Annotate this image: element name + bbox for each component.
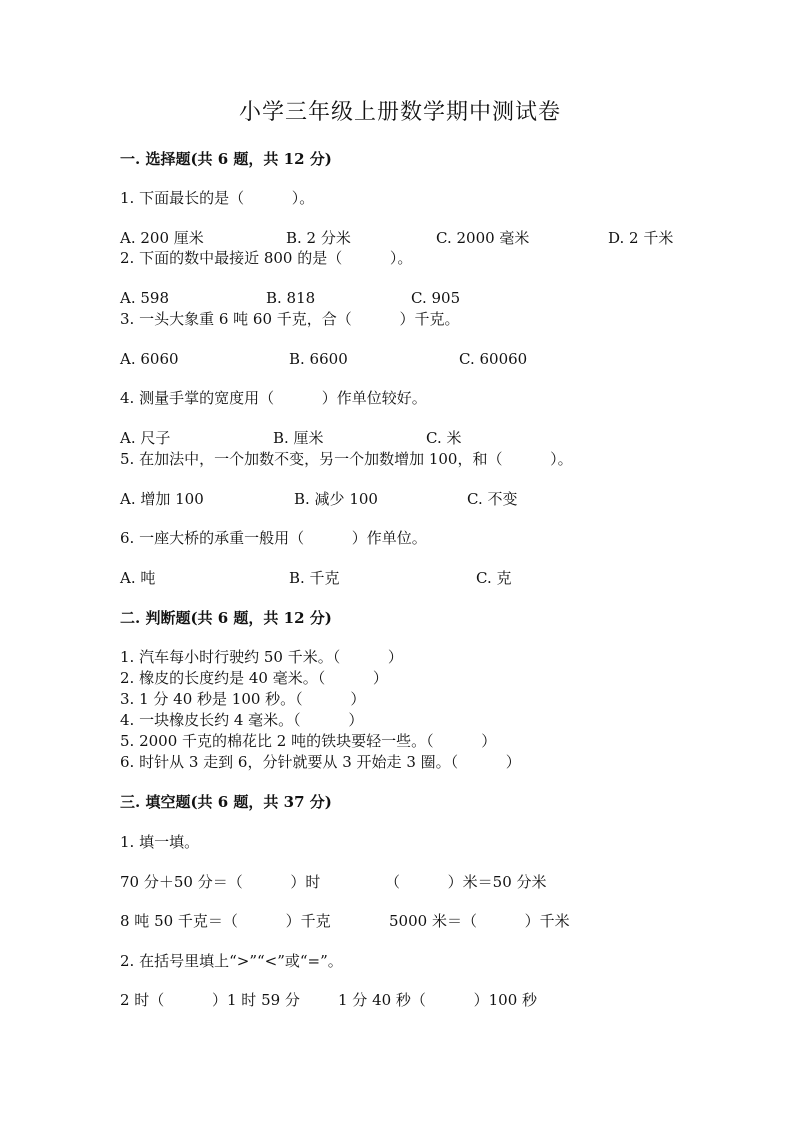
judgement-item: 2. 橡皮的长度约是 40 毫米。（ ） <box>120 669 388 687</box>
option-c: C. 克 <box>476 569 512 587</box>
question-stem: 3. 一头大象重 6 吨 60 千克，合（ ）千克。 <box>120 310 460 328</box>
section-heading-fill-in: 三. 填空题(共 6 题，共 37 分) <box>120 793 332 811</box>
option-c: C. 905 <box>411 289 461 307</box>
question-stem: 6. 一座大桥的承重一般用（ ）作单位。 <box>120 529 427 547</box>
fill-in-line: 8 吨 50 千克＝（ ）千克 <box>120 912 331 930</box>
question-stem: 4. 测量手掌的宽度用（ ）作单位较好。 <box>120 389 427 407</box>
fill-in-line: 1 分 40 秒（ ）100 秒 <box>338 991 538 1009</box>
option-b: B. 818 <box>266 289 316 307</box>
question-stem: 1. 下面最长的是（ ）。 <box>120 189 315 207</box>
option-c: C. 米 <box>426 429 462 447</box>
fill-in-line: （ ）米＝50 分米 <box>385 873 547 891</box>
option-a: A. 200 厘米 <box>120 229 204 247</box>
option-c: C. 2000 毫米 <box>436 229 530 247</box>
section-heading-choice: 一. 选择题(共 6 题，共 12 分) <box>120 150 332 168</box>
option-b: B. 减少 100 <box>294 490 378 508</box>
judgement-item: 6. 时针从 3 走到 6，分针就要从 3 开始走 3 圈。（ ） <box>120 753 521 771</box>
judgement-item: 5. 2000 千克的棉花比 2 吨的铁块要轻一些。（ ） <box>120 732 497 750</box>
question-stem: 1. 填一填。 <box>120 833 200 851</box>
fill-in-line: 2 时（ ）1 时 59 分 <box>120 991 300 1009</box>
option-a: A. 增加 100 <box>120 490 204 508</box>
option-d: D. 2 千米 <box>608 229 674 247</box>
section-heading-judgement: 二. 判断题(共 6 题，共 12 分) <box>120 609 332 627</box>
fill-in-line: 70 分＋50 分＝（ ）时 <box>120 873 321 891</box>
judgement-item: 4. 一块橡皮长约 4 毫米。（ ） <box>120 711 364 729</box>
option-c: C. 不变 <box>467 490 518 508</box>
option-b: B. 千克 <box>289 569 340 587</box>
option-a: A. 尺子 <box>120 429 171 447</box>
option-b: B. 厘米 <box>273 429 324 447</box>
option-b: B. 2 分米 <box>286 229 351 247</box>
option-a: A. 598 <box>120 289 169 307</box>
option-a: A. 6060 <box>120 350 179 368</box>
judgement-item: 1. 汽车每小时行驶约 50 千米。（ ） <box>120 648 403 666</box>
question-stem: 5. 在加法中，一个加数不变，另一个加数增加 100，和（ ）。 <box>120 450 573 468</box>
page-title: 小学三年级上册数学期中测试卷 <box>238 100 561 125</box>
fill-in-line: 5000 米＝（ ）千米 <box>389 912 570 930</box>
option-a: A. 吨 <box>120 569 156 587</box>
option-c: C. 60060 <box>459 350 528 368</box>
judgement-item: 3. 1 分 40 秒是 100 秒。（ ） <box>120 690 366 708</box>
question-stem: 2. 在括号里填上“>”“<”或“=”。 <box>120 952 343 970</box>
option-b: B. 6600 <box>289 350 348 368</box>
question-stem: 2. 下面的数中最接近 800 的是（ ）。 <box>120 249 413 267</box>
